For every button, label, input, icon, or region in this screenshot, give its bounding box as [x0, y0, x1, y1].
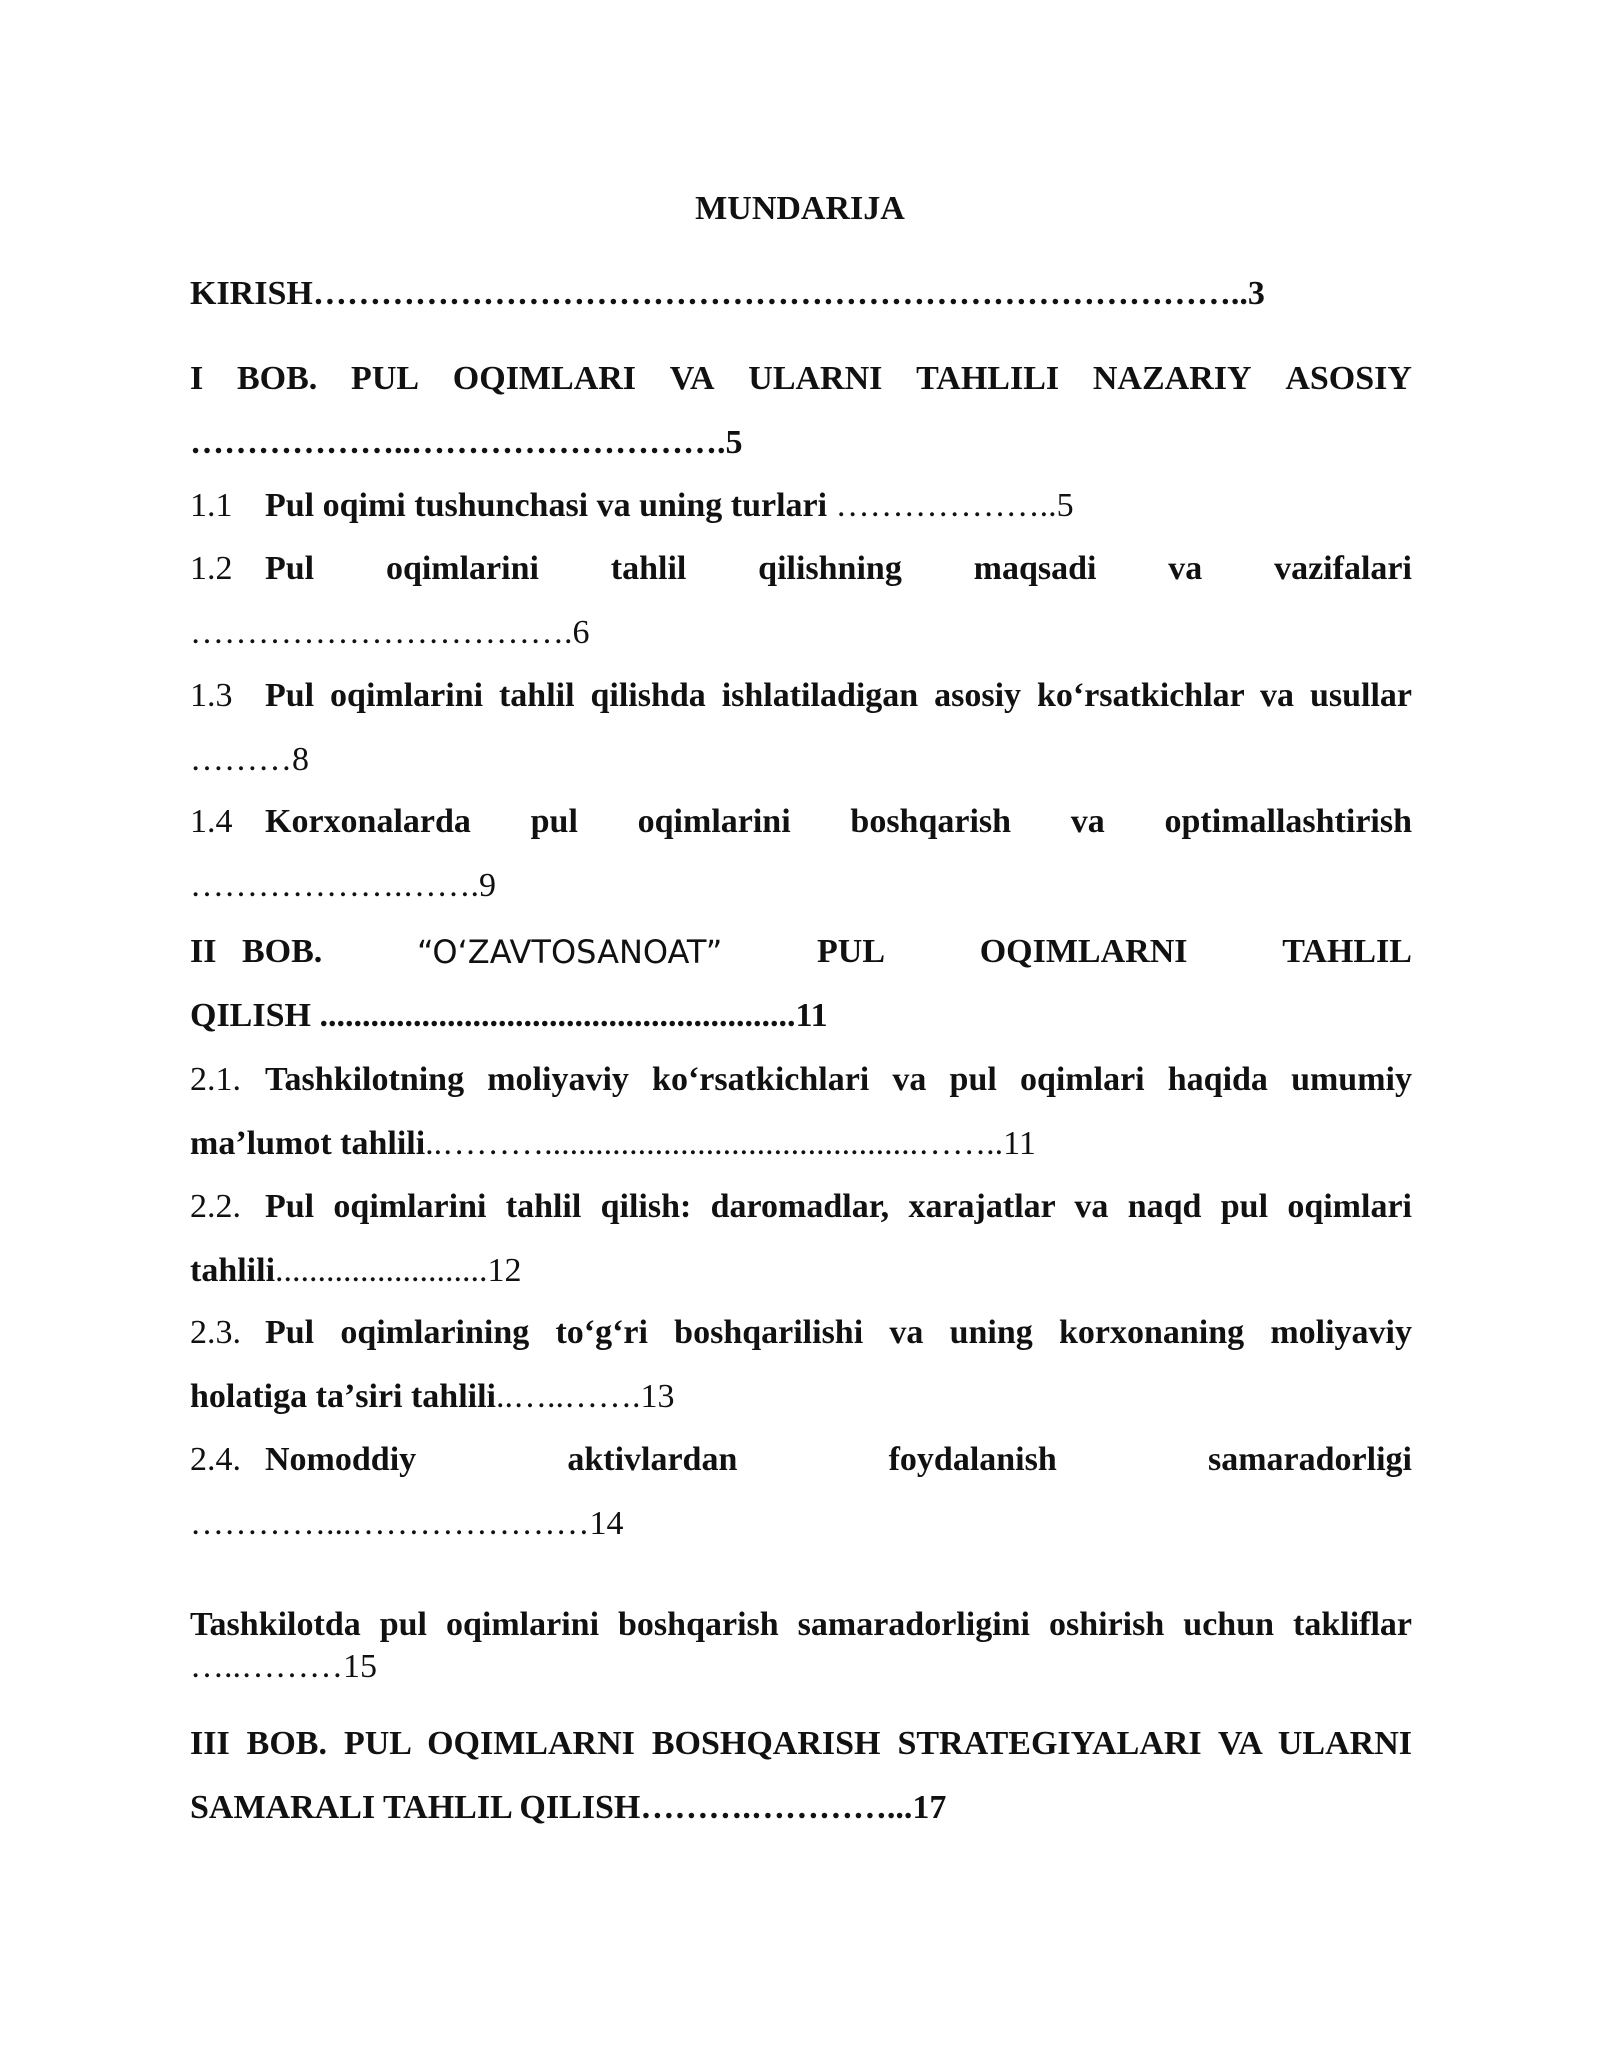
- toc-leader: ………………..……………………….: [190, 424, 726, 461]
- title-word: I: [190, 360, 204, 397]
- toc-page-number: 5: [1056, 487, 1074, 524]
- section-number: 1.4: [190, 803, 233, 840]
- section-number-group: [190, 790, 471, 854]
- section-number: 1.2: [190, 550, 233, 587]
- section-title: [190, 1428, 1412, 1492]
- title-word: TAHLIL: [1282, 933, 1412, 970]
- toc-page-number: 6: [572, 614, 590, 651]
- toc-page-number: .17: [903, 1789, 947, 1826]
- title-word: Korxonalarda: [265, 803, 471, 840]
- chapter-1-title: [190, 347, 1412, 411]
- toc-leader: ..…..…….: [496, 1378, 641, 1415]
- title-word: BOB.: [236, 360, 318, 397]
- title-word: TAHLILI: [916, 360, 1060, 397]
- toc-leader: …………...…………………: [190, 1505, 590, 1542]
- chapter-2-title-line-2: QILISH ........................................................: [190, 997, 796, 1034]
- chapter-3-title: III BOB. PUL OQIMLARNI BOSHQARISH STRATEGIYALARI VA ULARNI SAMARALI TAHLIL QILISH: [190, 1725, 1412, 1826]
- section-title: Pul oqimlarini tahlil qilish: daromadlar, xarajatlar va naqd pul oqimlari tahlili: [190, 1188, 1412, 1289]
- toc-entry-2-4[interactable]: [190, 1428, 1412, 1556]
- toc-page-number: 11: [1003, 1125, 1036, 1162]
- title-word: aktivlardan: [567, 1441, 738, 1478]
- toc-leader: …..………: [190, 1648, 343, 1685]
- toc-entry-chapter-1[interactable]: [190, 347, 1412, 475]
- toc-leader: ……………………………………………………………………….: [312, 275, 1240, 312]
- chapter-2-prefix: [190, 920, 322, 984]
- toc-leader: ………………..: [827, 487, 1057, 524]
- toc-entry-1-2[interactable]: [190, 537, 1412, 665]
- section-number: 1.1: [190, 487, 233, 524]
- toc-page-number: 13: [640, 1378, 675, 1415]
- toc-entry-1-1[interactable]: [190, 474, 1412, 538]
- toc-page-number: 9: [479, 867, 496, 904]
- toc-entry-1-4[interactable]: [190, 790, 1412, 918]
- title-word: vazifalari: [1274, 550, 1412, 587]
- chapter-2-title: [190, 920, 1412, 984]
- section-number-group: [190, 537, 314, 601]
- toc-page-number: 15: [343, 1648, 377, 1685]
- toc-page-number: 11: [795, 997, 828, 1034]
- toc-entry-chapter-3[interactable]: [190, 1712, 1412, 1840]
- section-title: Pul oqimlarini tahlil qilishda ishlatiladigan asosiy koʻrsatkichlar va usullar: [265, 677, 1412, 714]
- company-name: “OʻZAVTOSANOAT”: [416, 933, 723, 971]
- title-word: va: [1168, 550, 1203, 587]
- title-word: tahlil: [610, 550, 687, 587]
- title-word: ASOSIY: [1285, 360, 1412, 397]
- toc-leader: .........................: [275, 1252, 488, 1289]
- title-word: ULARNI: [748, 360, 883, 397]
- title-word: Pul: [265, 550, 315, 587]
- toc-entry-2-2[interactable]: [190, 1175, 1412, 1303]
- title-word: PUL: [817, 933, 886, 970]
- toc-entry-2-1[interactable]: [190, 1048, 1412, 1176]
- section-title: Tashkilotda pul oqimlarini boshqarish samaradorligini oshirish uchun takliflar: [190, 1606, 1412, 1643]
- title-word: VA: [669, 360, 715, 397]
- toc-entry-label: KIRISH: [190, 275, 313, 312]
- section-number: 2.1.: [190, 1061, 241, 1098]
- toc-leader: ……….…………..: [640, 1789, 904, 1826]
- title-word: II: [190, 933, 217, 970]
- toc-page-number: 5: [725, 424, 743, 461]
- toc-leader: ………: [190, 741, 292, 778]
- title-word: va: [1070, 803, 1105, 840]
- toc-page-number: 14: [589, 1505, 624, 1542]
- toc-entry-proposals[interactable]: [190, 1604, 1412, 1688]
- title-word: qilishning: [758, 550, 902, 587]
- toc-page-number: 8: [292, 741, 309, 778]
- title-word: BOB.: [241, 933, 323, 970]
- section-title: [190, 790, 1412, 854]
- title-word: PUL: [351, 360, 420, 397]
- title-word: foydalanish: [888, 1441, 1057, 1478]
- section-number-group: [190, 1428, 416, 1492]
- toc-leader: ..………............................................……..: [425, 1125, 1004, 1162]
- toc-page-number: .3: [1239, 275, 1265, 312]
- section-title: Pul oqimlarining toʻgʻri boshqarilishi va uning korxonaning moliyaviy holatiga taʼsiri tahlili: [190, 1314, 1412, 1415]
- toc-page-number: 12: [487, 1252, 522, 1289]
- toc-entry-2-3[interactable]: [190, 1301, 1412, 1429]
- title-word: oqimlarini: [385, 550, 539, 587]
- title-word: samaradorligi: [1207, 1441, 1412, 1478]
- title-word: oqimlarini: [637, 803, 791, 840]
- title-word: Nomoddiy: [265, 1441, 417, 1478]
- section-number: 2.4.: [190, 1441, 241, 1478]
- toc-entry-1-3[interactable]: [190, 664, 1412, 792]
- title-word: maqsadi: [973, 550, 1097, 587]
- section-number: 1.3: [190, 677, 233, 714]
- section-title: Pul oqimi tushunchasi va uning turlari: [265, 487, 828, 524]
- title-word: optimallashtirish: [1164, 803, 1412, 840]
- toc-entry-kirish[interactable]: [190, 262, 1412, 326]
- section-number: 2.3.: [190, 1314, 241, 1351]
- toc-leader: …………………………….: [190, 614, 573, 651]
- section-number: 2.2.: [190, 1188, 241, 1225]
- title-word: pul: [530, 803, 578, 840]
- title-word: NAZARIY: [1092, 360, 1252, 397]
- section-title: [190, 537, 1412, 601]
- toc-leader: ……………….…….: [190, 867, 479, 904]
- title-word: OQIMLARNI: [979, 933, 1188, 970]
- toc-entry-chapter-2[interactable]: [190, 920, 1412, 1048]
- title-word: boshqarish: [850, 803, 1012, 840]
- section-title: Tashkilotning moliyaviy koʻrsatkichlari va pul oqimlari haqida umumiy maʼlumot tahlili: [190, 1061, 1412, 1162]
- page-title: MUNDARIJA: [695, 190, 905, 227]
- title-word: OQIMLARI: [452, 360, 637, 397]
